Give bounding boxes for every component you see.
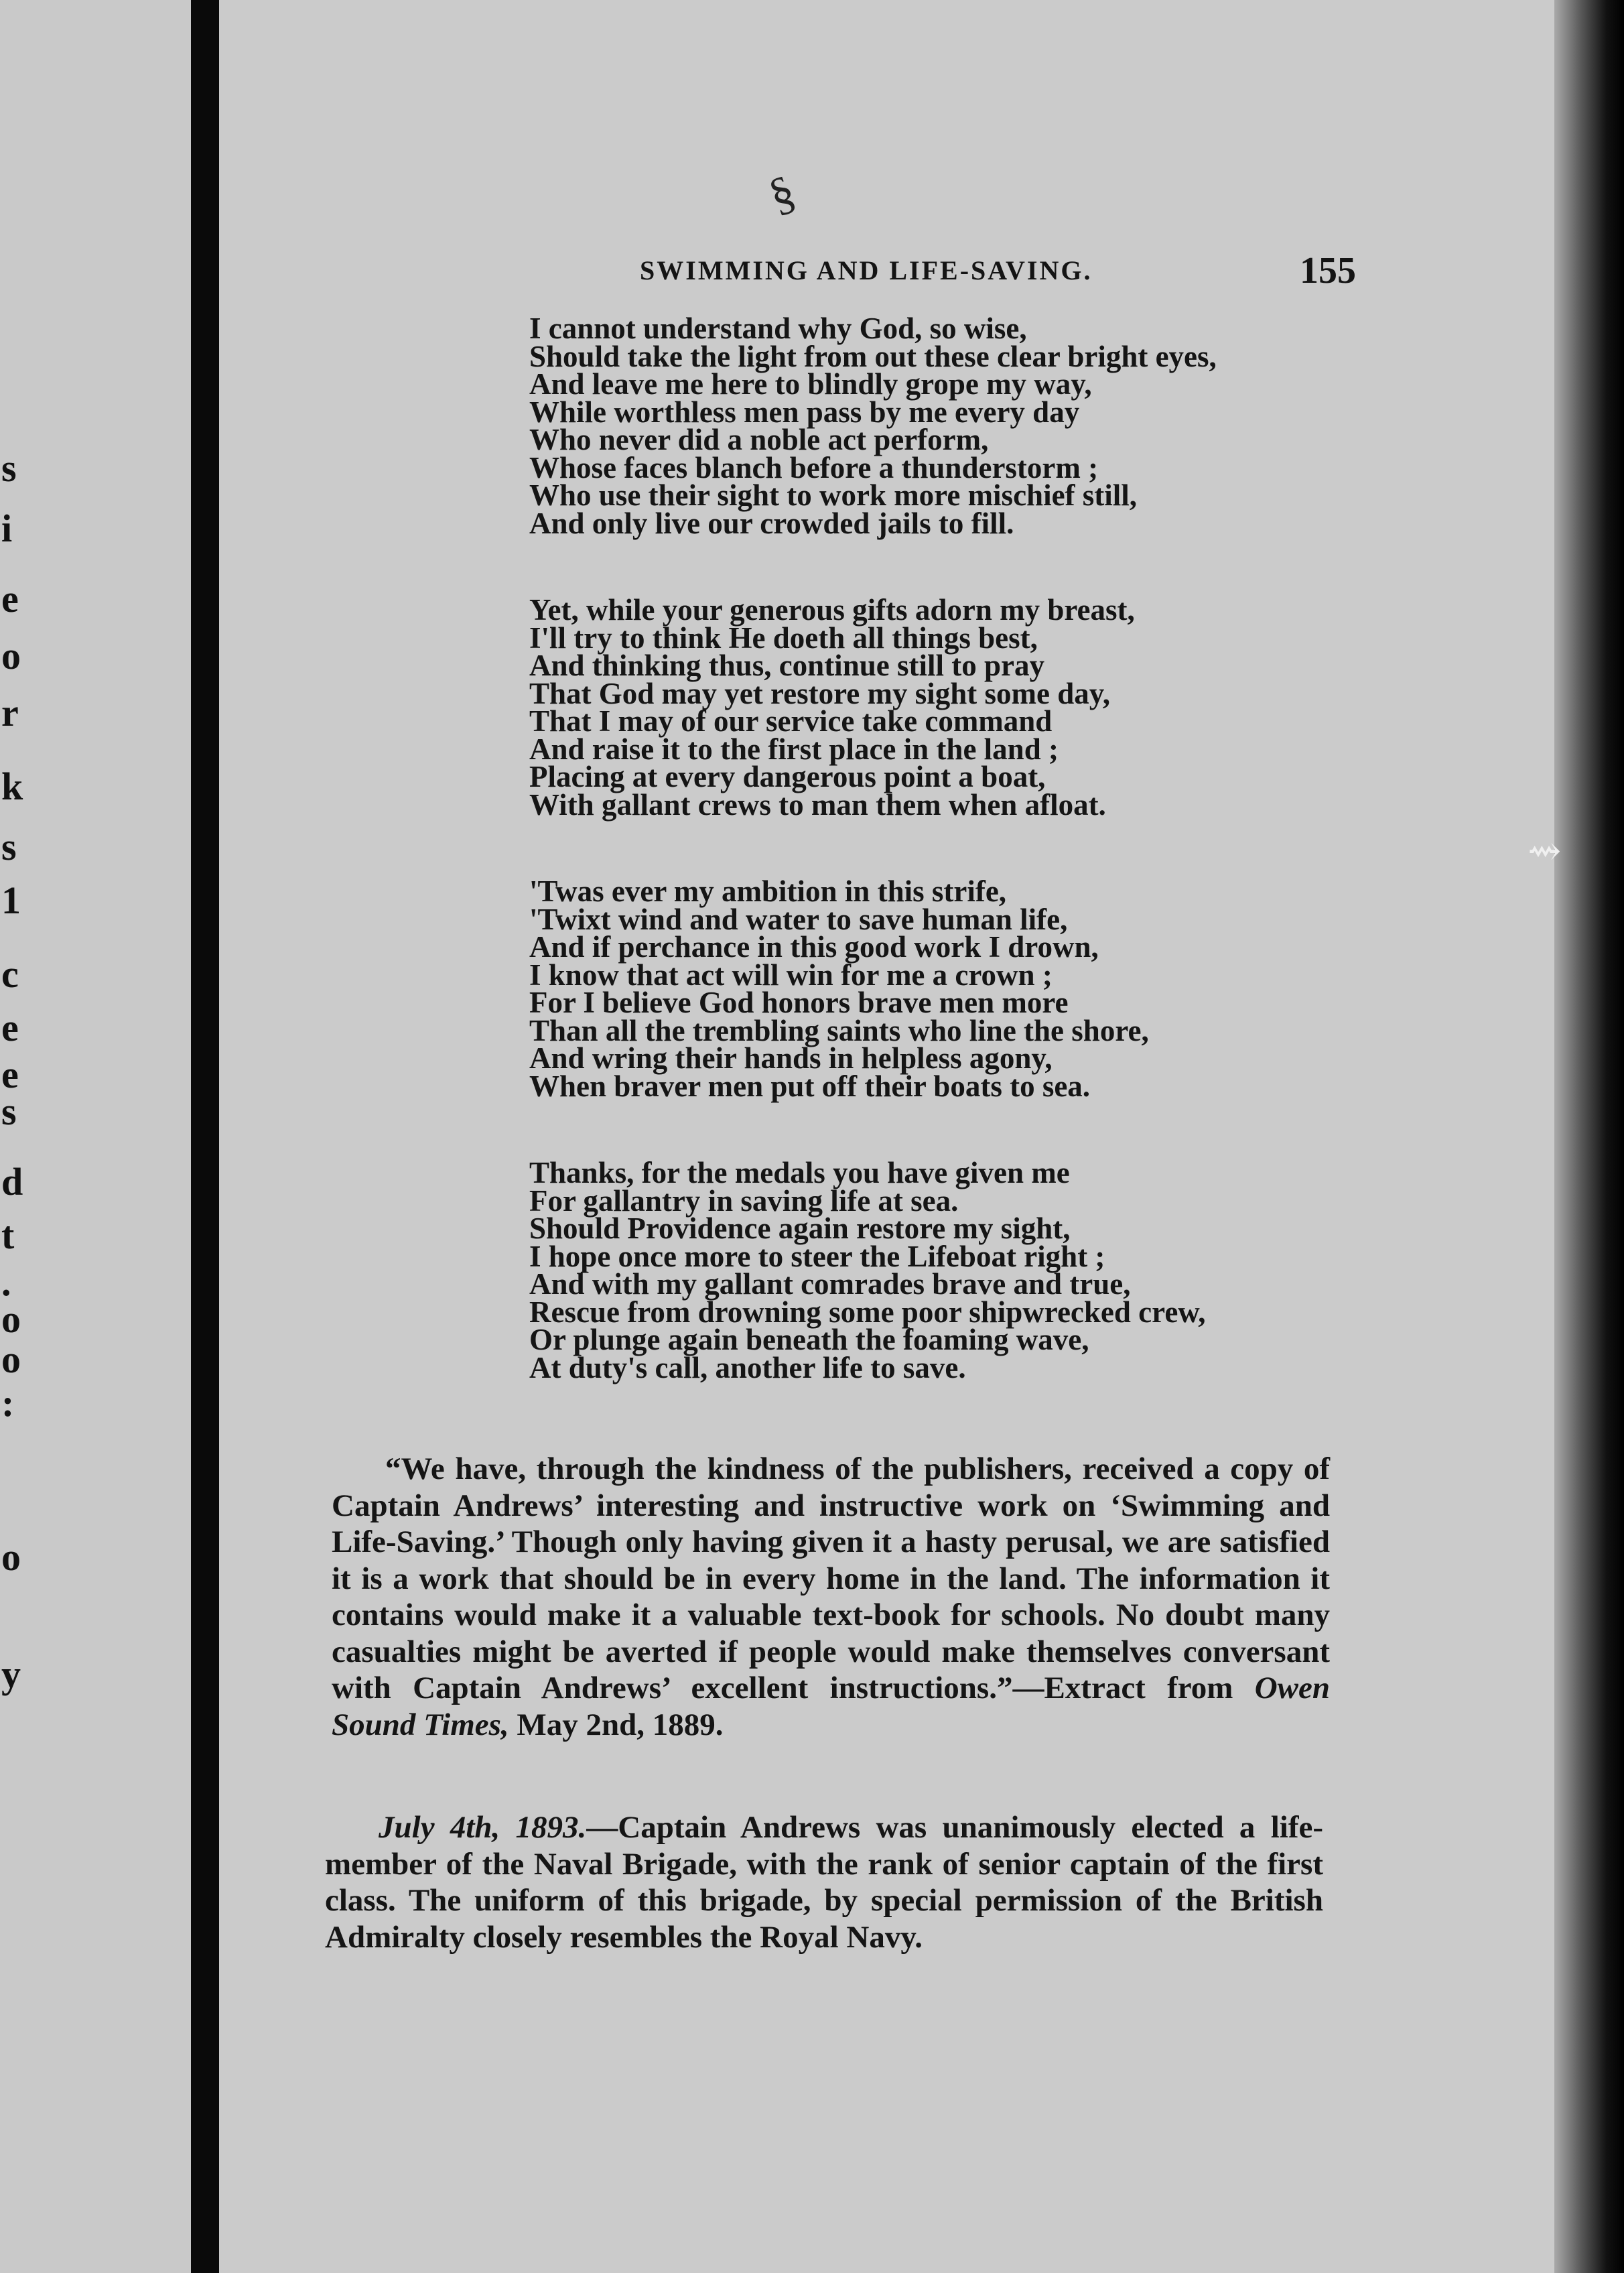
poem-line: When braver men put off their boats to sea. (529, 1069, 1091, 1103)
extract-date: May 2nd, 1889. (517, 1707, 724, 1742)
page-number: 155 (1300, 250, 1356, 291)
left-page-fragment: t (1, 1214, 15, 1257)
poem-line: Should Providence again restore my sight, (529, 1212, 1071, 1245)
poem-line: Thanks, for the medals you have given me (529, 1156, 1070, 1189)
poem-stanza-1 (529, 312, 1300, 540)
page-gutter (191, 0, 219, 2273)
left-page-fragment: y (1, 1652, 21, 1696)
left-page-fragment: : (1, 1381, 15, 1425)
poem-line: Yet, while your generous gifts adorn my breast, (529, 593, 1135, 627)
left-page-sliver (0, 0, 191, 2273)
poem-line: Rescue from drowning some poor shipwrecked crew, (529, 1295, 1206, 1329)
left-page-fragment: d (1, 1160, 23, 1204)
left-page-fragment: s (1, 825, 17, 868)
left-page-fragment: . (1, 1260, 11, 1304)
poem-line: And only live our crowded jails to fill. (529, 506, 1014, 540)
poem-line: And thinking thus, continue still to pray (529, 649, 1044, 682)
left-page-fragment: c (1, 952, 19, 996)
left-page-fragment: o (1, 1297, 21, 1341)
extract-source: Owen Sound Times, (332, 1671, 1331, 1742)
poem-line: Should take the light from out these clear bright eyes, (529, 339, 1217, 373)
poem-line: For I believe God honors brave men more (529, 986, 1069, 1019)
poem-line: At duty's call, another life to save. (529, 1350, 966, 1384)
left-page-fragment: e (1, 1006, 19, 1049)
entry-date: July 4th, 1893. (379, 1810, 587, 1845)
left-page-fragment: o (1, 1535, 21, 1579)
left-page-fragment: e (1, 577, 19, 621)
pencil-mark-icon: § (762, 166, 802, 222)
poem-line: With gallant crews to man them when afloat. (529, 787, 1106, 822)
poem-line: For gallantry in saving life at sea. (529, 1183, 959, 1218)
left-page-fragment: s (1, 446, 17, 490)
left-page-fragment: e (1, 1053, 19, 1096)
poem-line: Or plunge again beneath the foaming wave, (529, 1323, 1089, 1356)
poem-line: Who use their sight to work more mischief still, (529, 478, 1138, 512)
poem-line: And leave me here to blindly grope my way, (529, 367, 1092, 401)
poem-line: I'll try to think He doeth all things best, (529, 621, 1038, 655)
left-page-fragment: o (1, 634, 21, 677)
poem-line: And wring their hands in helpless agony, (529, 1041, 1053, 1075)
left-page-fragment: r (1, 691, 19, 734)
poem-line: Whose faces blanch before a thunderstorm ; (529, 450, 1099, 484)
naval-brigade-entry (325, 1809, 1323, 1955)
running-title: SWIMMING AND LIFE-SAVING. (640, 255, 1093, 285)
entry-text: —Captain Andrews was unanimously elected a life-member of the Naval Brigade, with the rank of senior captain of the first class. The uniform of this brigade, by special permission of the British Admiralty closely resembles the Royal Navy. (325, 1810, 1323, 1955)
left-page-fragment: 1 (1, 879, 21, 922)
poem-line: I know that act will win for me a crown ; (529, 958, 1053, 992)
poem-stanza-2 (529, 593, 1300, 822)
poem-line: And if perchance in this good work I drown, (529, 930, 1099, 964)
poem-stanza-4 (529, 1156, 1300, 1384)
poem-line: 'Twixt wind and water to save human life, (529, 902, 1068, 936)
left-page-fragment: k (1, 765, 23, 808)
poem-line: I cannot understand why God, so wise, (529, 312, 1027, 345)
poem-stanza-3 (529, 874, 1300, 1103)
poem-line: 'Twas ever my ambition in this strife, (529, 874, 1007, 908)
review-extract (332, 1451, 1330, 1743)
extract-text: “We have, through the kindness of the publishers, received a copy of Captain Andrews’ interesting and instructive work on ‘Swimming and Life-Saving.’ Though only having given it a hasty perusal, we are satisfied it is a work that should be in every home in the land. The information it contains would make it a valuable text-book for schools. No doubt many casualties might be averted if people would make themselves conversant with Captain Andrews’ excellent instructions.”—Extract from (332, 1451, 1330, 1705)
left-page-fragment: i (1, 507, 13, 550)
poem-line: That God may yet restore my sight some day, (529, 676, 1111, 710)
binding-edge (1554, 0, 1624, 2273)
poem-line: And with my gallant comrades brave and true, (529, 1267, 1131, 1301)
left-page-fragment: o (1, 1338, 21, 1381)
left-page-fragment: s (1, 1090, 17, 1133)
poem-line: And raise it to the first place in the land ; (529, 732, 1059, 766)
poem-line: Who never did a noble act perform, (529, 423, 989, 456)
ink-scribble-icon: ⇝ (1528, 829, 1562, 873)
poem-line: Than all the trembling saints who line the shore, (529, 1013, 1149, 1047)
poem-line: While worthless men pass by me every day (529, 395, 1080, 429)
poem-line: That I may of our service take command (529, 704, 1053, 738)
poem-line: Placing at every dangerous point a boat, (529, 760, 1046, 793)
poem-line: I hope once more to steer the Lifeboat right ; (529, 1239, 1105, 1273)
